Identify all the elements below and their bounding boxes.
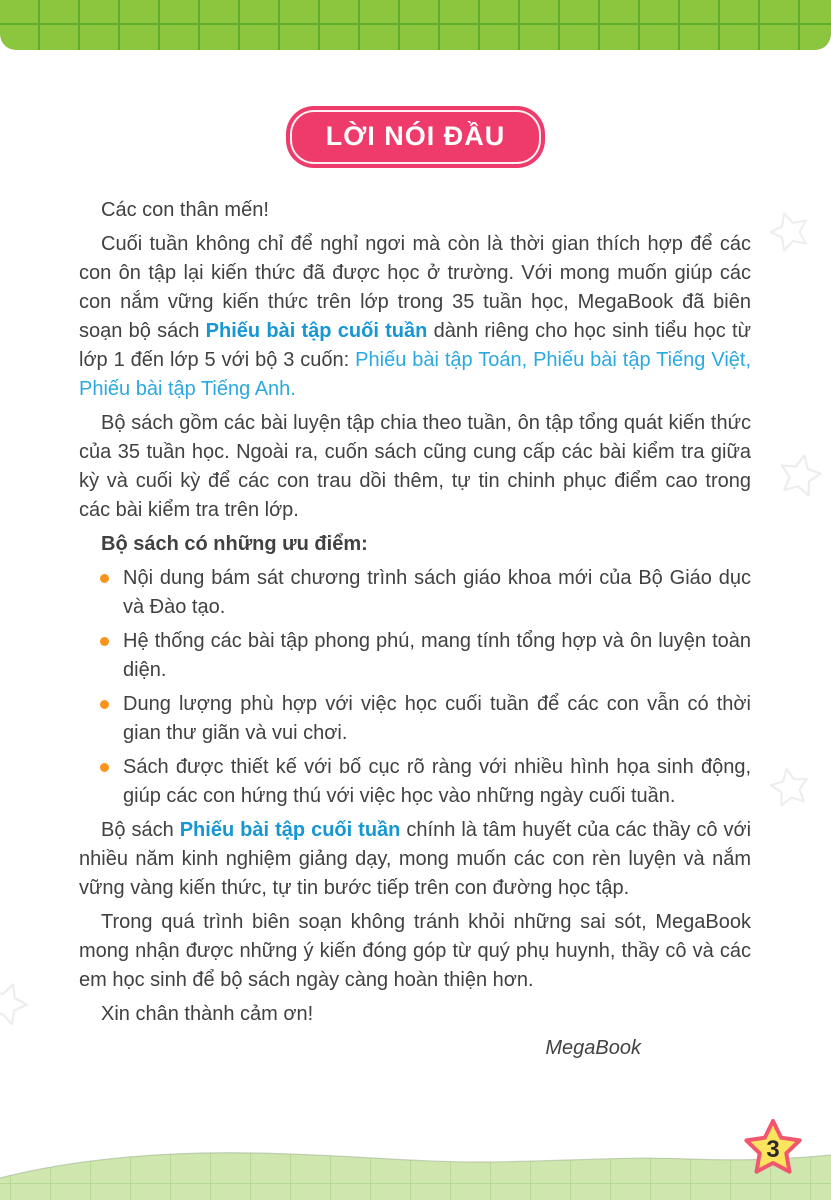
page-number-star bbox=[741, 1117, 805, 1181]
decorative-star-icon bbox=[768, 766, 812, 810]
paragraph bbox=[79, 816, 751, 903]
text-segment: Bộ sách bbox=[101, 819, 180, 841]
advantages-heading bbox=[79, 530, 751, 559]
text-segment: Xin chân thành cảm ơn! bbox=[101, 1003, 314, 1025]
top-border-decoration bbox=[0, 0, 831, 50]
paragraph bbox=[79, 409, 751, 525]
paragraph bbox=[79, 1000, 751, 1029]
decorative-star-icon bbox=[768, 210, 812, 254]
paragraph bbox=[79, 230, 751, 404]
text-segment: Phiếu bài tập cuối tuần bbox=[205, 320, 428, 342]
page-title-badge bbox=[290, 110, 542, 164]
bottom-border-decoration bbox=[0, 1128, 831, 1200]
text-segment: Bộ sách gồm các bài luyện tập chia theo tuần, ôn tập tổng quát kiến thức của 35 tuần học. Ngoài ra, cuốn sách cũng cung cấp các bài kiểm tra giữa kỳ và cuối kỳ để các con trau dồi thêm, tự tin chinh phục điểm cao trong các bài kiểm tra trên lớp. bbox=[79, 412, 751, 521]
text-segment: Các con thân mến! bbox=[101, 199, 269, 221]
text-segment: Trong quá trình biên soạn không tránh khỏi những sai sót, MegaBook mong nhận được những ý kiến đóng góp từ quý phụ huynh, thầy cô và các em học sinh để bộ sách ngày càng hoàn thiện hơn. bbox=[79, 911, 751, 991]
bullet-dot-icon bbox=[100, 700, 109, 709]
bullet-item bbox=[79, 690, 751, 748]
paragraph bbox=[79, 908, 751, 995]
page-title: LỜI NÓI ĐẦU bbox=[325, 121, 506, 151]
title-badge-row bbox=[0, 110, 831, 164]
decorative-star-icon bbox=[776, 452, 824, 500]
paragraph bbox=[79, 196, 751, 225]
decorative-star-icon bbox=[0, 980, 30, 1028]
bullet-dot-icon bbox=[100, 763, 109, 772]
text-segment: Phiếu bài tập cuối tuần bbox=[179, 819, 401, 841]
preface-body bbox=[79, 196, 751, 1068]
bullet-item bbox=[79, 753, 751, 811]
text-segment: Phiếu bài tập Toán, Phiếu bài tập Tiếng Việt, Phiếu bài tập Tiếng Anh. bbox=[79, 349, 752, 400]
text-segment: Bộ sách có những ưu điểm: bbox=[101, 533, 368, 555]
text-segment: Sách được thiết kế với bố cục rõ ràng với nhiều hình họa sinh động, giúp các con hứng thú với việc học vào những ngày cuối tuần. bbox=[123, 756, 751, 807]
bullet-item bbox=[79, 564, 751, 622]
page-number: 3 bbox=[766, 1136, 780, 1163]
bullet-dot-icon bbox=[100, 574, 109, 583]
text-segment: dành riêng cho học sinh tiểu học từ lớp 1 đến lớp 5 với bộ 3 cuốn: bbox=[79, 320, 752, 371]
text-segment: Hệ thống các bài tập phong phú, mang tính tổng hợp và ôn luyện toàn diện. bbox=[123, 630, 751, 681]
bullet-dot-icon bbox=[100, 637, 109, 646]
text-segment: Dung lượng phù hợp với việc học cuối tuần để các con vẫn có thời gian thư giãn và vui chơi. bbox=[123, 693, 751, 744]
bullet-item bbox=[79, 627, 751, 685]
text-segment: Nội dung bám sát chương trình sách giáo khoa mới của Bộ Giáo dục và Đào tạo. bbox=[123, 567, 751, 618]
signature bbox=[79, 1034, 751, 1063]
text-segment: Cuối tuần không chỉ để nghỉ ngơi mà còn là thời gian thích hợp để các con ôn tập lại kiến thức đã được học ở trường. Với mong muốn giúp các con nắm vững kiến thức trên lớp trong 35 tuần học, MegaBook đã biên soạn bộ sách bbox=[79, 233, 751, 342]
text-segment: MegaBook bbox=[545, 1037, 641, 1059]
text-segment: chính là tâm huyết của các thầy cô với nhiều năm kinh nghiệm giảng dạy, mong muốn các con rèn luyện và nắm vững vàng kiến thức, tự tin bước tiếp trên con đường học tập. bbox=[79, 819, 752, 899]
